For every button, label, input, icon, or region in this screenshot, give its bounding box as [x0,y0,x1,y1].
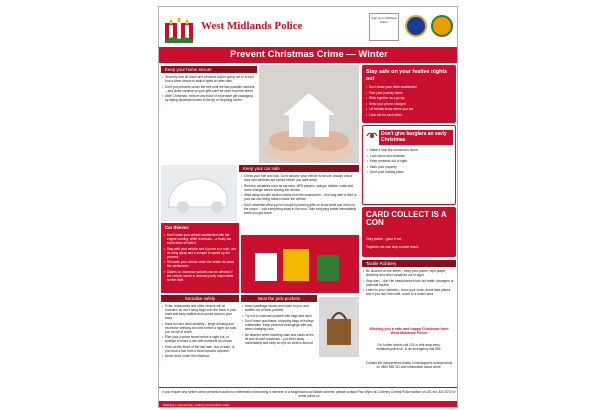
festive-title: Stay safe on your festive nights out [366,69,448,82]
poster [158,6,458,408]
list-item: • Claims on insurance policies can be affected if the vehicle owner is deemed partly responsible for the theft. [164,270,236,282]
car-thieves-text [164,233,236,283]
list-item: • Try not to overload yourself with bags and cash. [242,314,316,318]
handbag-image [319,297,359,357]
list-item: • Don't put presents under the tree until the last possible moment – and close curtains so your gifts can't be seen from the street. [162,85,256,93]
org-name: West Midlands Police [201,20,303,32]
list-item: • Look out for each other [366,113,452,117]
card-con-tagline: Together we can stop courier fraud [366,245,419,249]
list-item: • Keep presents out of sight [367,159,453,163]
card-con-panel [362,207,456,257]
pickpockets-text [242,304,316,346]
crimestoppers-text: Contact the independent charity Crimestoppers anonymously on 0800 555 111 with information about crime. [365,361,453,369]
list-item: • Find out the times of the last train, bus or tram, or pre-book a taxi from a local licensed operator. [162,345,238,353]
christmas-wish: Wishing you a safe and happy Christmas from West Midlands Police [369,327,449,336]
list-item: • After Christmas, remove any trace of expensive gift packaging by taking discarded boxes to the tip or recycling centre. [162,94,256,102]
frosted-car-image [161,165,237,221]
list-item: • Don't leave your drink unattended [366,85,452,89]
candles-icon [165,13,193,43]
list-item: • Lock doors and windows [367,154,453,158]
contact-text: For further advice call 101 or visit www.west-midlands.police.uk. In an emergency dial 999. [376,343,442,351]
list-item: • Don't post holiday plans [367,170,453,174]
footer-strip: Working in partnership, making communities safer [159,401,458,408]
list-item: • Stay alert – don't let headphones block out traffic, strangers or potential trouble. [363,279,455,287]
list-item: • Sit inside your vehicle while the heater de-mists the windscreen. [164,260,236,268]
list-item: • Plan your journey home [366,91,452,95]
car-thieves-heading: Car thieves [165,225,189,230]
list-item: • Let friends know where you are [366,107,452,111]
list-item: • Don't leave your vehicle unattended with the engine running, while it defrosts – a frosty car could drive off with it. [164,233,236,245]
list-item: • Mark your property [367,165,453,169]
list-item: • Never drive under the influence. [162,354,238,358]
list-item: • Have fun and drink sensibly – binge drinking and excessive drinking at home before a night out puts you at risk of crime. [162,322,238,334]
list-item: • Don't leave purchases, shopping bags or trolleys unattended. Keep personal belongings with you when changing cars. [242,319,316,331]
car-thieves-panel [161,223,239,293]
home-heading: Keep your home secure [161,66,257,73]
list-item: • Listen to your instincts – know your route, avoid dark places and if you don't feel safe, move to a busier area. [363,288,455,296]
police-crest-icon [405,15,427,37]
holly-icon [366,130,378,142]
alerts-badge: Sign up to WMNow Alerts [369,13,399,41]
list-item: • Pubs, restaurants and other venues will be crowded, so don't hang bags over the back of your chair and keep wallets and purses close to your body. [162,304,238,320]
footer-text: If you require any further crime prevention advice or interested in becoming a member of a Neighbourhood Watch scheme, please contact Paul Wynn at Coventry Central Police station on 101 ext. 824 3073 or email police.uk [159,387,458,401]
burglars-title: Don't give burglars an early Christmas [379,130,453,145]
list-item: • Stay with your vehicle and if you're in a rush, use de-icing spray and a scraper to speed up the process. [164,247,236,259]
list-item: • Be discreet when handling cash and cards at the till and at cash machines – put them away immediately and keep an eye on what is around. [242,333,316,345]
car-text [241,174,357,216]
burglars-list [367,148,453,176]
list-item: • Securely lock all doors and windows before going out or to bed. Use a timer device to switch lights on after dark. [162,75,256,83]
car-heading: Keep your car safe [239,165,359,172]
burglars-panel [362,125,456,205]
watch-crest-icon [431,15,453,37]
list-item: • Remove valuables such as sat navs, MP3 players, laptops, tablets, coats and loose change before leaving the vehicle. [241,184,357,192]
social-heading: Socialise safely [161,295,239,302]
festive-list [366,85,452,119]
tackle-text [363,269,455,298]
christmas-shopping-image [241,235,359,293]
list-item: • Check your fuel and lock. Don't assume your vehicle is secure, always check door and windows are locked before you walk away. [241,174,357,182]
festive-nights-panel [362,65,456,123]
social-text [162,304,238,360]
poster-header [159,7,458,47]
pickpockets-heading: Beat the pick-pockets [241,295,317,302]
card-con-subtitle: Only police - gave it me [366,237,402,241]
page-title: Prevent Christmas Crime — Winter [159,47,458,63]
card-con-title: CARD COLLECT IS A CON [366,210,447,228]
tackle-heading: Tackle Robbery [362,260,456,267]
house-in-hands-image [259,65,359,163]
list-item: • Keep your phone charged [366,102,452,106]
list-item: • Wipe away tell-tale suction marks from the windscreen – this may alert a thief to your sat nav being hidden inside the vehicle. [241,193,357,201]
list-item: • Keep handbags closed and close to you, and wallets out of back pockets. [242,304,316,312]
list-item: • Make it look like someone's home [367,148,453,152]
home-text [162,75,256,104]
list-item: • Stick together as a group [366,96,452,100]
list-item: • Be discreet on the street – keep your phone, mp3 player, jewellery and other valuables out of sight. [363,269,455,277]
list-item: • Plan your journey home before a night out, or arrange to share a taxi with someone you know. [162,335,238,343]
list-item: • Don't advertise what you've bought by leaving gifts on show while you return to the shops – lock everything away in the boot. Take shopping inside immediately when you get home. [241,203,357,215]
